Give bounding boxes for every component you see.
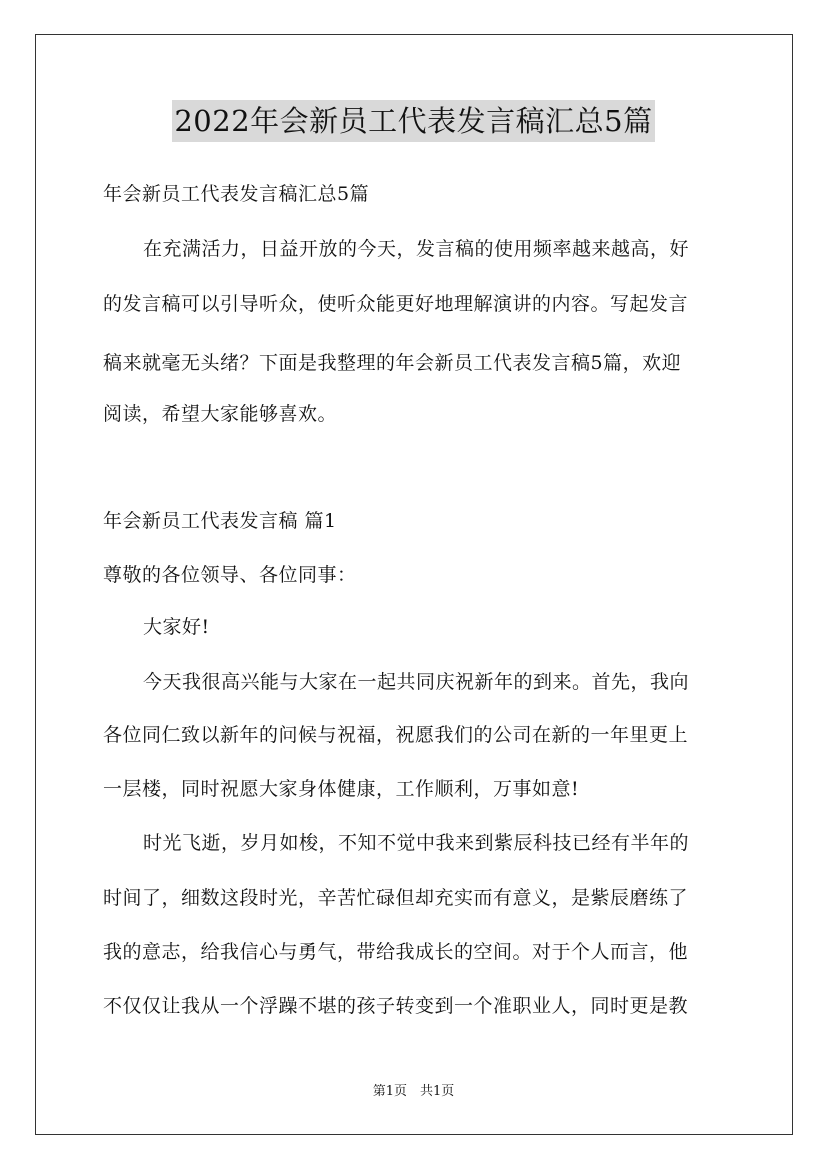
salutation: 尊敬的各位领导、各位同事： <box>103 564 357 586</box>
greeting: 大家好! <box>143 616 210 638</box>
paragraph-line: 时光飞逝，岁月如梭，不知不觉中我来到紫辰科技已经有半年的 <box>143 832 690 854</box>
intro-line: 稿来就毫无头绪？下面是我整理的年会新员工代表发言稿5篇，欢迎 <box>103 352 682 374</box>
paragraph-line: 今天我很高兴能与大家在一起共同庆祝新年的到来。首先，我向 <box>143 671 690 693</box>
paragraph-line: 不仅仅让我从一个浮躁不堪的孩子转变到一个准职业人，同时更是教 <box>103 995 689 1017</box>
document-title: 2022年会新员工代表发言稿汇总5篇 <box>172 100 654 142</box>
paragraph-line: 一层楼，同时祝愿大家身体健康，工作顺利，万事如意! <box>103 778 580 800</box>
paragraph-line: 我的意志，给我信心与勇气，带给我成长的空间。对于个人而言，他 <box>103 941 689 963</box>
page-number: 第1页 共1页 <box>372 1084 455 1099</box>
document-subtitle: 年会新员工代表发言稿汇总5篇 <box>103 183 370 205</box>
intro-line: 阅读，希望大家能够喜欢。 <box>103 403 338 425</box>
section-heading: 年会新员工代表发言稿 篇1 <box>103 510 337 532</box>
intro-line: 在充满活力，日益开放的今天，发言稿的使用频率越来越高，好 <box>143 238 690 260</box>
intro-line: 的发言稿可以引导听众，使听众能更好地理解演讲的内容。写起发言 <box>103 293 689 315</box>
paragraph-line: 时间了，细数这段时光，辛苦忙碌但却充实而有意义，是紫辰磨练了 <box>103 887 689 909</box>
title-container <box>0 100 827 142</box>
paragraph-line: 各位同仁致以新年的问候与祝福，祝愿我们的公司在新的一年里更上 <box>103 724 689 746</box>
